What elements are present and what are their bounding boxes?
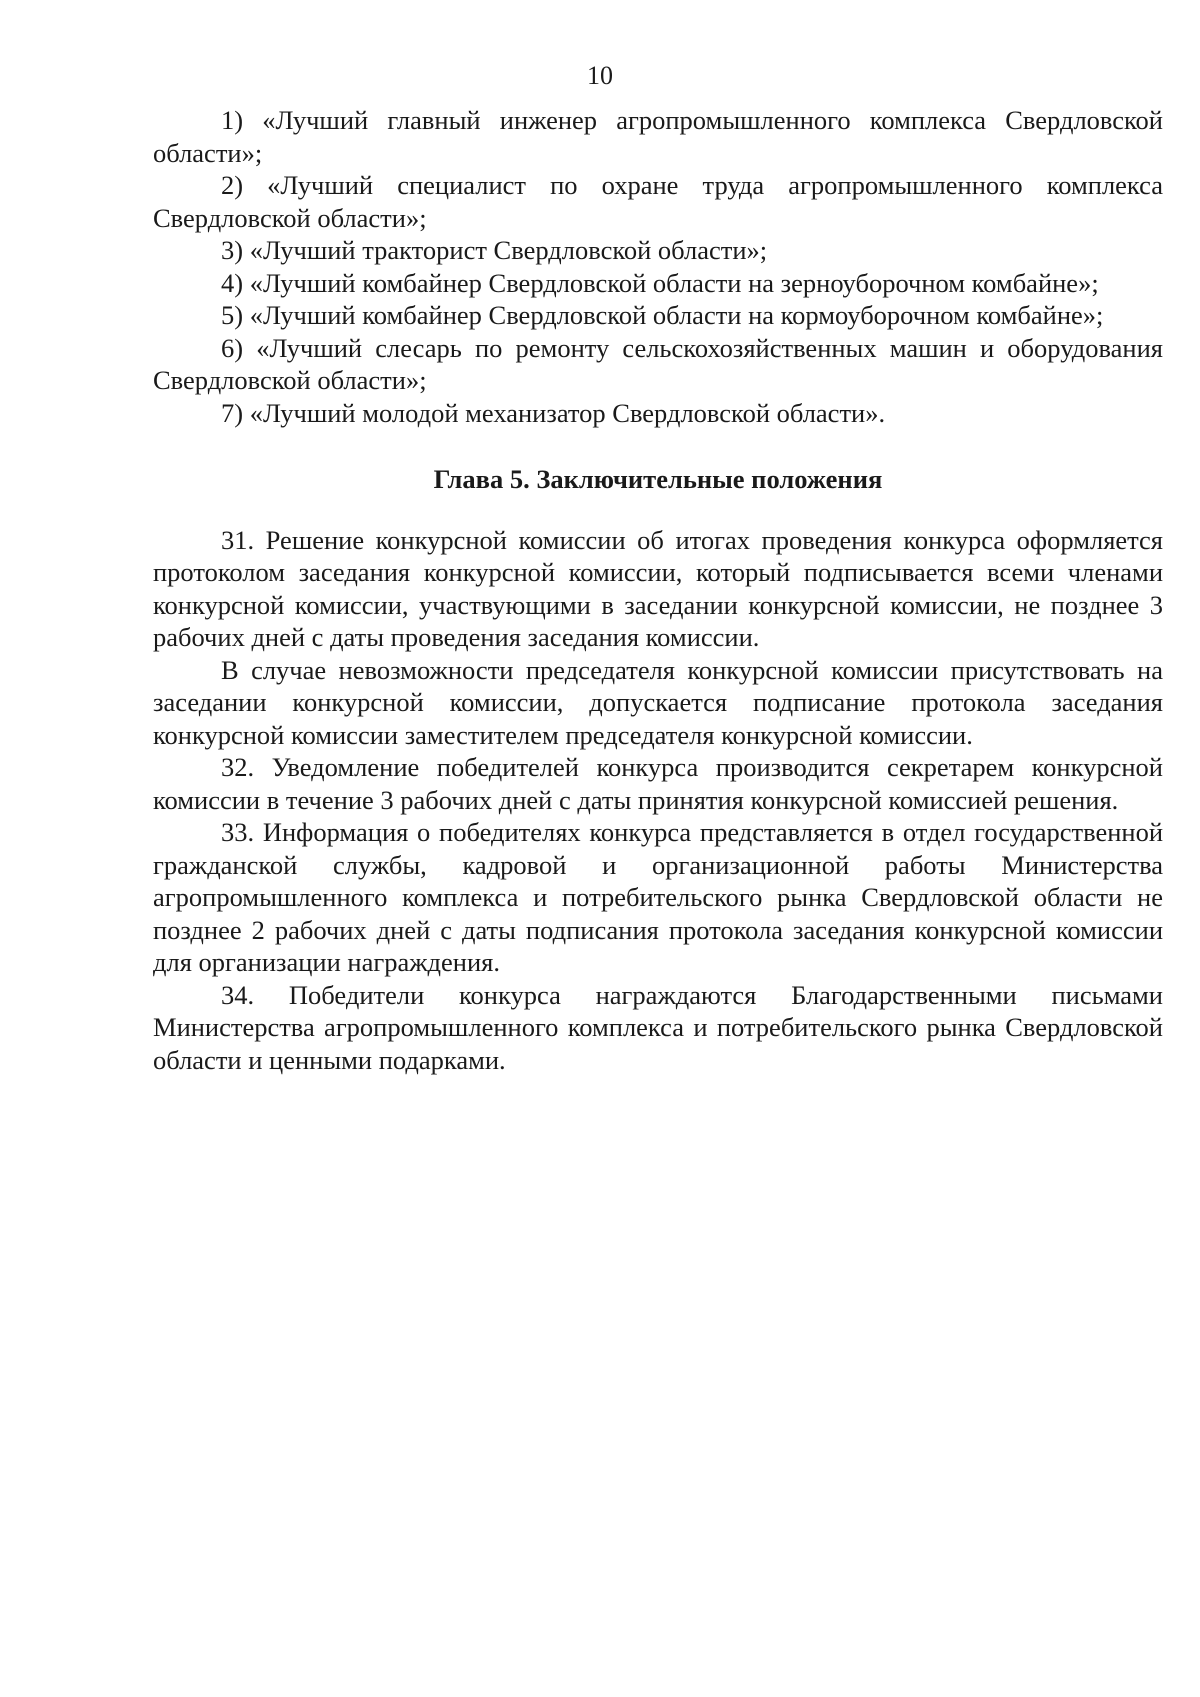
nomination-list bbox=[153, 104, 1163, 429]
paragraph-34: 34. Победители конкурса награждаются Благодарственными письмами Министерства агропромышленного комплекса и потребительского рынка Свердловской области и ценными подарками. bbox=[153, 979, 1163, 1075]
list-item: 7) «Лучший молодой механизатор Свердловской области». bbox=[221, 397, 886, 428]
page-number: 10 bbox=[587, 61, 613, 90]
list-item: 6) «Лучший слесарь по ремонту сельскохозяйственных машин и оборудования Свердловской области»; bbox=[153, 332, 1163, 395]
list-item: 2) «Лучший специалист по охране труда агропромышленного комплекса Свердловской области»; bbox=[153, 170, 1163, 233]
paragraph-33: 33. Информация о победителях конкурса представляется в отдел государственной гражданской службы, кадровой и организационной работы Министерства агропромышленного комплекса и потребительского рынка Свердловской области не позднее 2 рабочих дней с даты подписания протокола заседания конкурсной комиссии для организации награждения. bbox=[153, 817, 1163, 977]
chapter-heading: Глава 5. Заключительные положения bbox=[433, 464, 883, 494]
list-item: 1) «Лучший главный инженер агропромышленного комплекса Свердловской области»; bbox=[153, 105, 1163, 168]
paragraph-31: 31. Решение конкурсной комиссии об итогах проведения конкурса оформляется протоколом заседания конкурсной комиссии, который подписывается всеми членами конкурсной комиссии, участвующими в заседании конкурсной комиссии, не позднее 3 рабочих дней с даты проведения заседания комиссии. bbox=[153, 524, 1163, 652]
document-body bbox=[153, 104, 1163, 1076]
paragraph-32: 32. Уведомление победителей конкурса производится секретарем конкурсной комиссии в течение 3 рабочих дней с даты принятия конкурсной комиссией решения. bbox=[153, 752, 1163, 815]
list-item: 5) «Лучший комбайнер Свердловской области на кормоуборочном комбайне»; bbox=[221, 300, 1104, 330]
list-item: 4) «Лучший комбайнер Свердловской области на зерноуборочном комбайне»; bbox=[221, 267, 1099, 298]
list-item: 3) «Лучший тракторист Свердловской области»; bbox=[221, 235, 768, 265]
final-provisions bbox=[153, 524, 1163, 1077]
paragraph-31-continuation: В случае невозможности председателя конкурсной комиссии присутствовать на заседании конкурсной комиссии, допускается подписание протокола заседания конкурсной комиссии заместителем председателя конкурсной комиссии. bbox=[153, 654, 1163, 750]
